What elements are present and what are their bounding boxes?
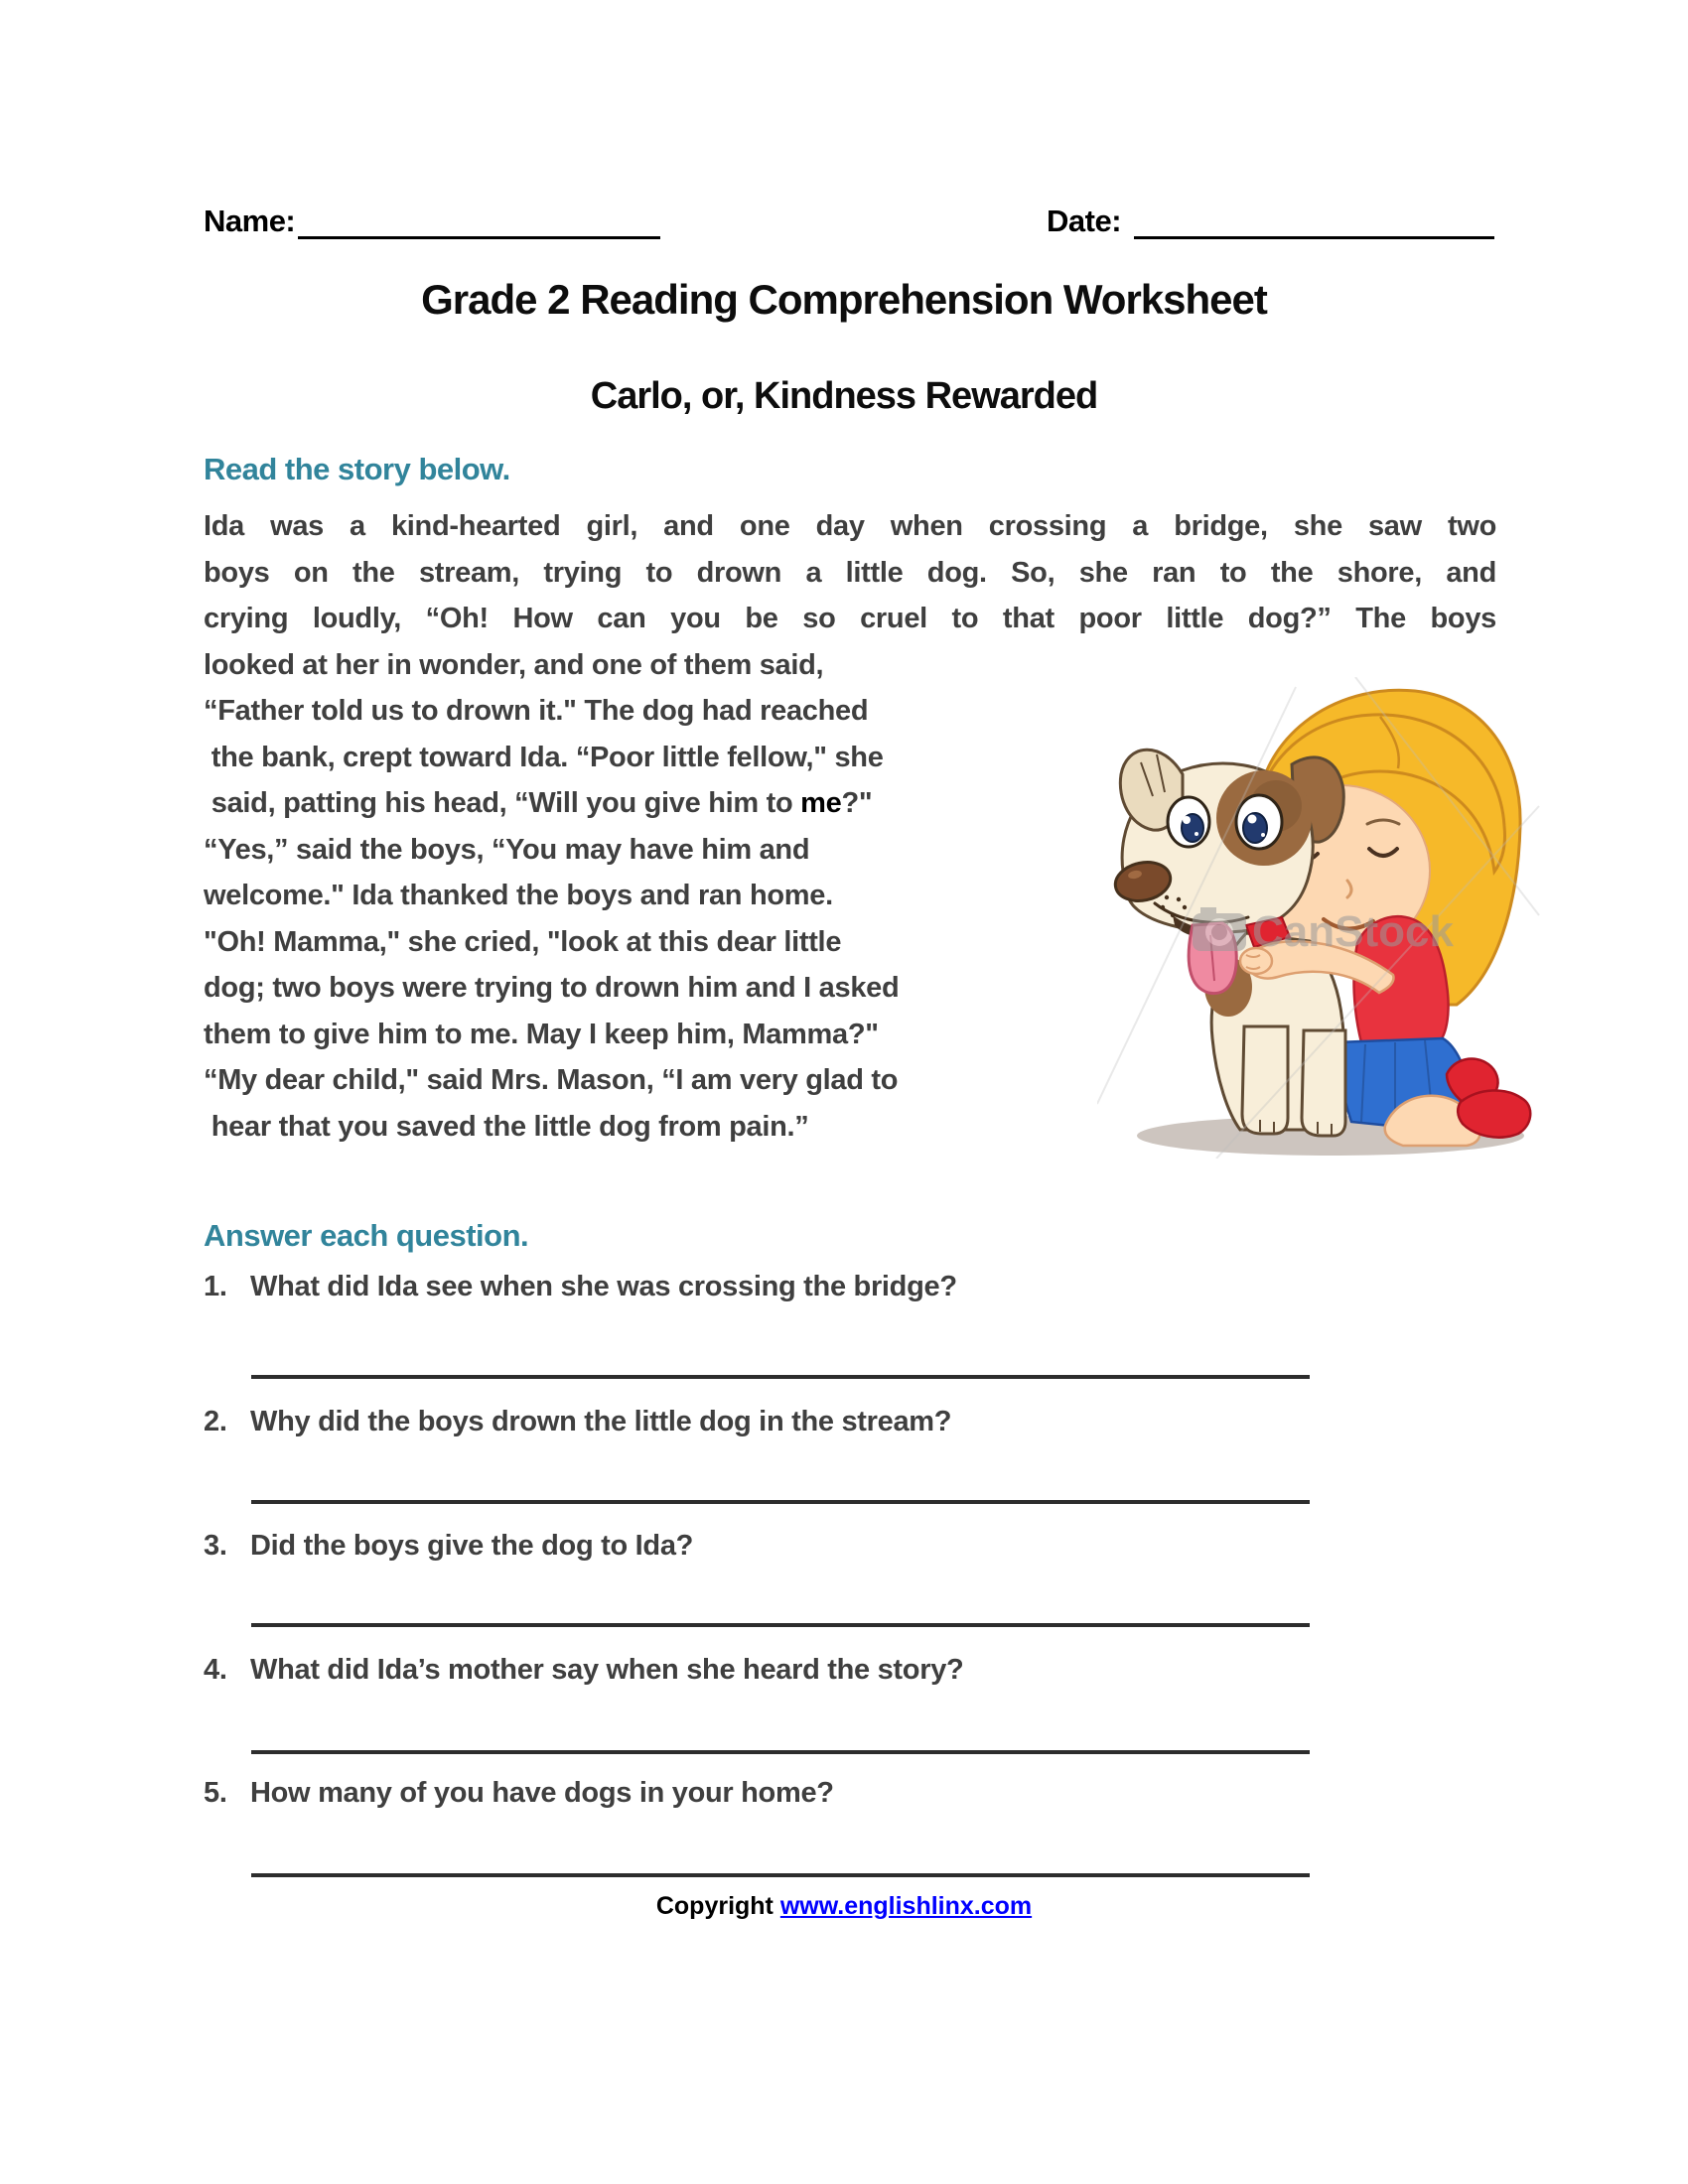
date-blank-line: [1134, 236, 1494, 239]
story-line: “My dear child," said Mrs. Mason, “I am very glad to: [204, 1064, 899, 1096]
question-text: Did the boys give the dog to Ida?: [250, 1530, 694, 1562]
story-line: looked at her in wonder, and one of them said,: [204, 648, 824, 681]
copyright-label: Copyright: [655, 1892, 774, 1920]
story-line: hear that you saved the little dog from pain.”: [204, 1110, 809, 1143]
name-label: Name:: [204, 204, 296, 238]
story-line: said, patting his head, “Will you give him to me?": [204, 787, 873, 819]
question-row: [204, 1777, 834, 1810]
question-row: [204, 1654, 963, 1687]
footer: [0, 1892, 1688, 1921]
story-title: Carlo, or, Kindness Rewarded: [590, 375, 1098, 417]
question-text: What did Ida see when she was crossing the bridge?: [250, 1271, 957, 1302]
question-number: 2.: [204, 1406, 227, 1437]
story-line: "Oh! Mamma," she cried, "look at this dear little: [204, 925, 842, 958]
question-text: How many of you have dogs in your home?: [250, 1777, 834, 1809]
answer-blank-line: [251, 1375, 1310, 1379]
question-number: 5.: [204, 1777, 227, 1809]
question-row: [204, 1271, 957, 1303]
question-row: [204, 1530, 693, 1563]
question-number: 3.: [204, 1530, 227, 1562]
story-line: welcome." Ida thanked the boys and ran home.: [204, 880, 833, 911]
story-line: “Father told us to drown it." The dog had reached: [204, 695, 869, 727]
question-row: [204, 1406, 951, 1438]
answer-blank-line: [251, 1500, 1310, 1504]
story-line: them to give him to me. May I keep him, Mamma?": [204, 1018, 879, 1050]
story-line: the bank, crept toward Ida. “Poor little fellow," she: [204, 741, 884, 773]
story-line: “Yes,” said the boys, “You may have him and: [204, 833, 810, 866]
date-label: Date:: [1047, 204, 1122, 238]
answer-blank-line: [251, 1623, 1310, 1627]
name-blank-line: [298, 236, 660, 239]
answer-blank-line: [251, 1873, 1310, 1877]
story-line: Ida was a kind-hearted girl, and one day when crossing a bridge, she saw two: [204, 510, 1496, 542]
story-line: crying loudly, “Oh! How can you be so cruel to that poor little dog?” The boys: [204, 603, 1496, 634]
englishlinx-link[interactable]: www.englishlinx.com: [779, 1892, 1033, 1920]
story-line: boys on the stream, trying to drown a little dog. So, she ran to the shore, and: [204, 556, 1496, 589]
question-text: Why did the boys drown the little dog in the stream?: [250, 1406, 952, 1437]
page-title: Grade 2 Reading Comprehension Worksheet: [421, 276, 1267, 323]
watermark-text: CanStock: [1252, 907, 1454, 956]
question-number: 4.: [204, 1654, 227, 1686]
question-number: 1.: [204, 1271, 227, 1302]
answer-questions-heading: Answer each question.: [204, 1218, 529, 1253]
story-line: dog; two boys were trying to drown him and I asked: [204, 972, 900, 1004]
read-story-heading: Read the story below.: [204, 452, 510, 486]
question-text: What did Ida’s mother say when she heard the story?: [250, 1654, 964, 1686]
girl-hugging-dog-illustration: [1097, 677, 1544, 1159]
answer-blank-line: [251, 1750, 1310, 1754]
